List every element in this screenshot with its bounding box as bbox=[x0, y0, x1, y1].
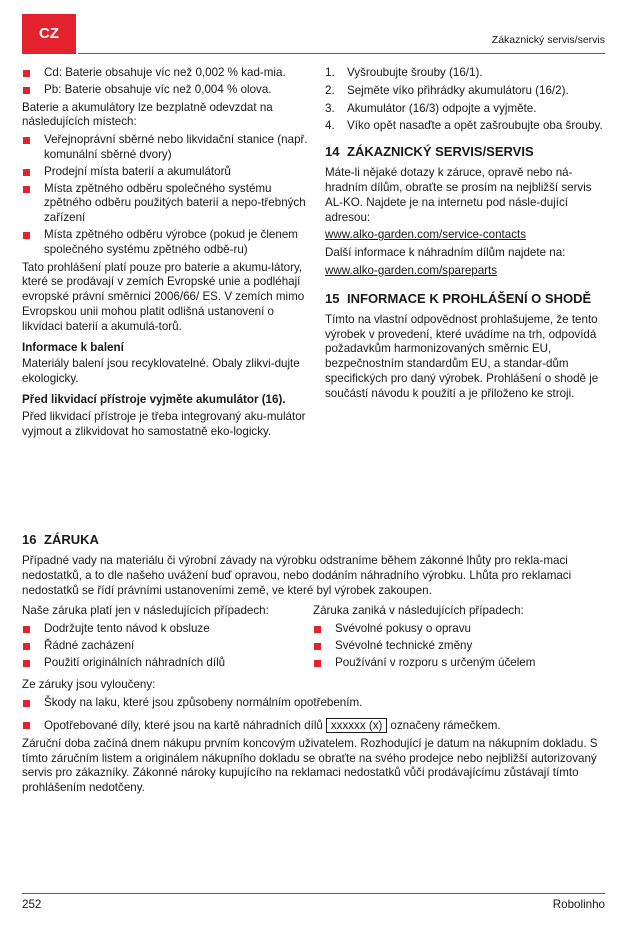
warranty-intro: Případné vady na materiálu či výrobní závady na výrobku odstraníme během zákonné lhůty pro rekla-maci nedostatků, a to dle našeho uvážení buď opravou, nebo dodáním náhradního výrobku. Lhůta pro reklamaci nedostatků se řídí právními ustanoveními země, ve které byl výrobek zakoupen. bbox=[22, 554, 572, 597]
footer-rule bbox=[22, 893, 605, 894]
step-item bbox=[325, 66, 605, 81]
list-item: Cd: Baterie obsahuje víc než 0,002 % kad-mia. bbox=[22, 66, 312, 81]
valid-list bbox=[22, 622, 312, 670]
list-item: Použití originálních náhradních dílů bbox=[22, 656, 312, 671]
valid-heading: Naše záruka platí jen v následujících případech: bbox=[22, 604, 269, 618]
list-item: Veřejnoprávní sběrné nebo likvidační stanice (např. komunální sběrné dvory) bbox=[22, 133, 312, 163]
excluded-list bbox=[22, 696, 605, 734]
header-rule bbox=[78, 53, 605, 54]
section-14-heading bbox=[325, 144, 605, 160]
step-item bbox=[325, 102, 605, 117]
list-item: Svévolné technické změny bbox=[313, 639, 603, 654]
step-text: Víko opět nasaďte a opět zašroubujte oba šrouby. bbox=[347, 119, 603, 133]
step-text: Akumulátor (16/3) odpojte a vyjměte. bbox=[347, 101, 537, 115]
section-16-heading bbox=[22, 532, 605, 548]
warranty-conditions bbox=[22, 604, 605, 678]
list-item: Používání v rozporu s určeným účelem bbox=[313, 656, 603, 671]
step-text: Vyšroubujte šrouby (16/1). bbox=[347, 66, 483, 79]
section-number: 15 bbox=[325, 290, 340, 306]
list-item: Prodejní místa baterií a akumulátorů bbox=[22, 165, 312, 180]
warranty-section bbox=[22, 532, 605, 799]
list-item: Řádné zacházení bbox=[22, 639, 312, 654]
left-column bbox=[22, 66, 312, 442]
right-column bbox=[325, 66, 605, 405]
packaging-heading: Informace k balení bbox=[22, 340, 124, 354]
list-item: Místa zpětného odběru výrobce (pokud je členem společného systému zpětného odbě-ru) bbox=[22, 228, 312, 258]
warranty-void-column bbox=[313, 604, 603, 673]
step-item bbox=[325, 119, 605, 134]
void-heading: Záruka zaniká v následujících případech: bbox=[313, 604, 524, 618]
section-title: ZÁKAZNICKÝ SERVIS/SERVIS bbox=[347, 144, 534, 160]
section-title: ZÁRUKA bbox=[44, 532, 99, 547]
step-number: 1. bbox=[325, 66, 335, 79]
section-15-heading bbox=[325, 291, 605, 307]
void-list bbox=[313, 622, 603, 670]
remove-battery-heading: Před likvidací přístroje vyjměte akumulátor (16). bbox=[22, 392, 286, 406]
removal-steps-list bbox=[325, 66, 605, 134]
warranty-valid-column bbox=[22, 604, 312, 673]
step-text: Sejměte víko přihrádky akumulátoru (16/2). bbox=[347, 83, 569, 97]
part-box-sample: xxxxxx (x) bbox=[326, 718, 388, 733]
disposal-places-list bbox=[22, 133, 312, 257]
excluded-text: Opotřebované díly, které jsou na kartě náhradních dílů bbox=[44, 718, 323, 732]
battery-content-list bbox=[22, 66, 312, 98]
header-title: Zákaznický servis/servis bbox=[491, 34, 605, 46]
warranty-closing: Záruční doba začíná dnem nákupu prvním koncovým uživatelem. Rozhodující je datum na nákupním dokladu. S tímto záručním listem a originálem nákupního dokladu se obraťte na svého prodejce nebo nejbližší autorizovaný servis pro zákazníky. Zákonné nároky kupujícího na reklamaci nedostatků vůči prodávajícímu zůstávají tímto prohlášením nedotčeny. bbox=[22, 736, 598, 795]
excluded-heading: Ze záruky jsou vyloučeny: bbox=[22, 678, 156, 692]
conformity-text: Tímto na vlastní odpovědnost prohlašujeme, že tento výrobek v provedení, které uvádíme na trh, odpovídá požadavkům harmonizovaných směrnic EU, bezpečnostním standardům EU, a standar-dům specifických pro daný výrobek. Prohlášení o shodě je součástí návodu k použití a je přiloženo ke stroji. bbox=[325, 312, 599, 400]
packaging-text: Materiály balení jsou recyklovatelné. Obaly zlikvi-dujte ekologicky. bbox=[22, 357, 300, 386]
language-badge: CZ bbox=[22, 14, 76, 54]
step-number: 3. bbox=[325, 101, 335, 115]
step-number: 2. bbox=[325, 83, 335, 97]
list-item: Dodržujte tento návod k obsluze bbox=[22, 622, 312, 637]
remove-battery-text: Před likvidací přístroje je třeba integrovaný aku-mulátor vyjmout a zlikvidovat ho samostatně eko-logicky. bbox=[22, 409, 306, 438]
section-title: INFORMACE K PROHLÁŠENÍ O SHODĚ bbox=[347, 290, 592, 306]
step-number: 4. bbox=[325, 119, 335, 133]
page-header bbox=[0, 0, 627, 60]
step-item bbox=[325, 84, 605, 99]
service-text: Máte-li nějaké dotazy k záruce, opravě nebo ná-hradním dílům, obraťte se prosím na nejbližší servis AL-KO. Najdete je na internetu pod násle-dující adresou: bbox=[325, 166, 592, 224]
section-number: 16 bbox=[22, 532, 37, 547]
list-item bbox=[22, 718, 605, 734]
product-name: Robolinho bbox=[552, 898, 605, 911]
service-contacts-link[interactable]: www.alko-garden.com/service-contacts bbox=[325, 228, 527, 242]
list-item: Pb: Baterie obsahuje víc než 0,004 % olova. bbox=[22, 83, 312, 98]
spareparts-text: Další informace k náhradním dílům najdete na: bbox=[325, 246, 566, 260]
list-item: Škody na laku, které jsou způsobeny normálním opotřebením. bbox=[22, 696, 605, 711]
section-number: 14 bbox=[325, 144, 340, 160]
page-number: 252 bbox=[22, 898, 42, 911]
list-item: Místa zpětného odběru společného systému zpětného odběru použitých baterií a nepo-třebných zařízení bbox=[22, 182, 312, 226]
declaration-text: Tato prohlášení platí pouze pro baterie a akumu-látory, které se prodávají v zemích Evropské unie a podléhají evropské právní směrnici 2006/66/ ES. V zemích mimo Evropskou unii mohou platit odlišná ustanovení o likvidaci baterií a akumulá-torů. bbox=[22, 260, 305, 333]
places-intro: Baterie a akumulátory lze bezplatně odevzdat na následujících místech: bbox=[22, 100, 273, 129]
excluded-text-end: označeny rámečkem. bbox=[390, 718, 501, 732]
spareparts-link[interactable]: www.alko-garden.com/spareparts bbox=[325, 263, 498, 277]
list-item: Svévolné pokusy o opravu bbox=[313, 622, 603, 637]
